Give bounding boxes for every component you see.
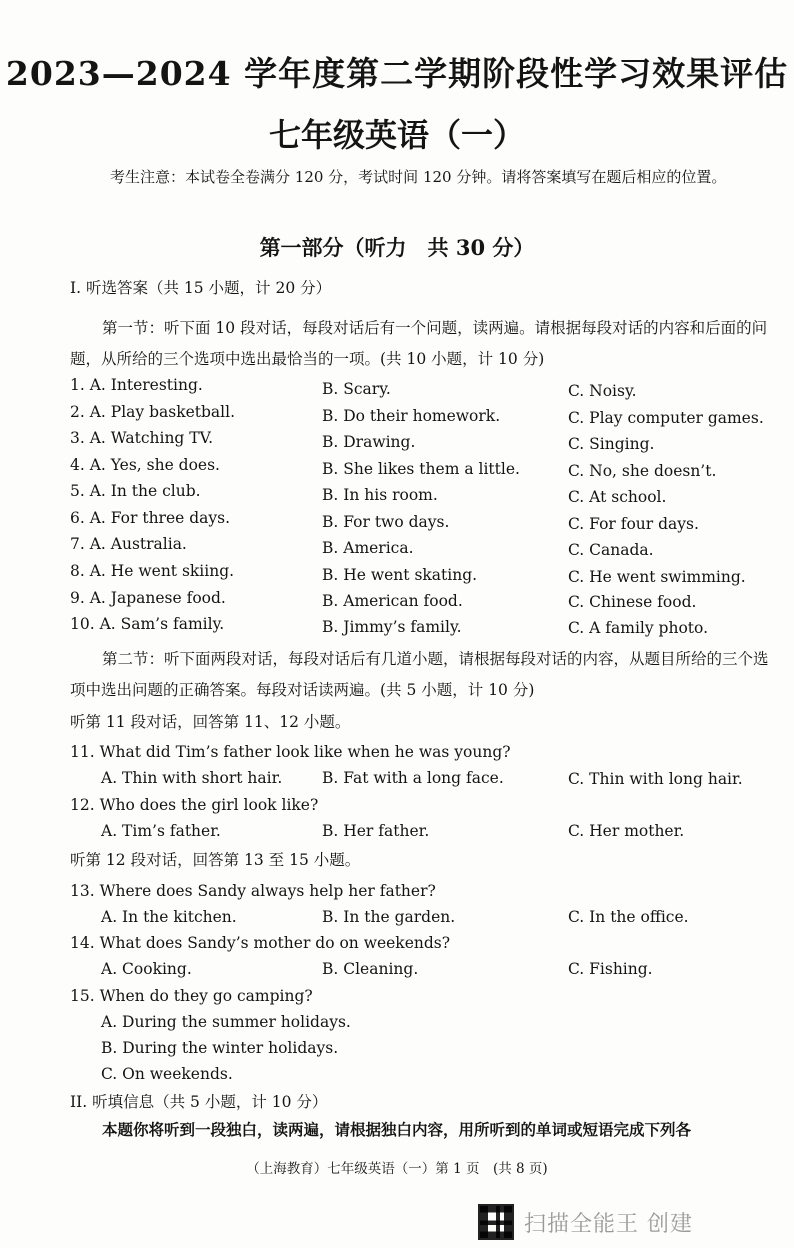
notice-text: 本试卷全卷满分 120 分，考试时间 120 分钟。请将答案填写在题后相应的位置。: [185, 168, 727, 186]
option-b: B. Fat with a long face.: [322, 769, 504, 787]
option-a: 3. A. Watching TV.: [70, 429, 214, 447]
option-c: C. A family photo.: [568, 619, 709, 637]
section2-instruction: 第二节：听下面两段对话，每段对话后有几道小题，请根据每段对话的内容，从题目所给的三个选项中选出问题的正确答案。每段对话读两遍。(共 5 小题，计 10 分): [70, 650, 769, 699]
watermark-text: 扫描全能王 创建: [524, 1211, 693, 1237]
option-b: B. In his room.: [322, 486, 438, 504]
option-c: C. On weekends.: [101, 1065, 233, 1083]
option-b: B. Cleaning.: [322, 960, 419, 978]
option-b: B. Jimmy’s family.: [322, 618, 462, 636]
question-15: 15. When do they go camping?: [70, 987, 313, 1005]
question-13: 13. Where does Sandy always help her father?: [70, 882, 436, 900]
option-a: A. Thin with short hair.: [101, 769, 283, 787]
option-a: A. In the kitchen.: [101, 908, 237, 926]
question-12: 12. Who does the girl look like?: [70, 796, 319, 814]
option-b: B. Drawing.: [322, 433, 416, 451]
section2-text: 本题你将听到一段独白，读两遍，请根据独白内容，用所听到的单词或短语完成下列各: [102, 1120, 692, 1139]
section1-instruction: 第一节：听下面 10 段对话，每段对话后有一个问题，读两遍。请根据每段对话的内容和后面的问题，从所给的三个选项中选出最恰当的一项。(共 10 小题，计 10 分): [70, 319, 768, 368]
option-c: C. Thin with long hair.: [568, 770, 743, 788]
option-b: B. He went skating.: [322, 566, 478, 584]
option-a: 5. A. In the club.: [70, 482, 201, 500]
option-a: 7. A. Australia.: [70, 535, 187, 553]
option-c: C. Canada.: [568, 541, 654, 559]
option-c: C. Her mother.: [568, 822, 685, 840]
question-11: 11. What did Tim’s father look like when he was young?: [70, 743, 511, 761]
scanner-watermark: [478, 1202, 693, 1242]
option-c: C. Fishing.: [568, 960, 653, 978]
exam-subtitle: 七年级英语（一）: [268, 116, 525, 154]
option-c: C. In the office.: [568, 908, 689, 926]
exam-title: 2023—2024 学年度第二学期阶段性学习效果评估: [5, 54, 789, 93]
option-a: A. Tim’s father.: [101, 822, 221, 840]
option-a: A. During the summer holidays.: [101, 1013, 351, 1031]
option-b: B. During the winter holidays.: [101, 1039, 339, 1057]
option-c: C. Noisy.: [568, 382, 637, 400]
option-a: 10. A. Sam’s family.: [70, 615, 225, 633]
question-14: 14. What does Sandy’s mother do on weekends?: [70, 934, 451, 952]
option-c: C. Singing.: [568, 435, 655, 453]
option-a: 6. A. For three days.: [70, 509, 231, 527]
option-c: C. No, she doesn’t.: [568, 462, 717, 480]
option-c: C. Play computer games.: [568, 409, 764, 427]
option-c: C. At school.: [568, 488, 667, 506]
option-b: B. She likes them a little.: [322, 460, 520, 478]
section2-heading: II. 听填信息（共 5 小题，计 10 分）: [70, 1093, 328, 1111]
option-c: C. For four days.: [568, 515, 699, 533]
option-b: B. America.: [322, 539, 414, 557]
part1-title: 第一部分（听力 共 30 分）: [259, 235, 535, 260]
option-a: 4. A. Yes, she does.: [70, 456, 220, 474]
option-a: 8. A. He went skiing.: [70, 562, 235, 580]
option-b: B. Scary.: [322, 380, 391, 398]
option-b: B. American food.: [322, 592, 463, 610]
candidate-notice: [74, 164, 774, 191]
notice-label: 考生注意：: [110, 168, 186, 186]
page-footer: （上海教育）七年级英语（一）第 1 页 (共 8 页): [246, 1161, 548, 1177]
option-b: B. Do their homework.: [322, 407, 501, 425]
option-c: C. Chinese food.: [568, 593, 697, 611]
option-c: C. He went swimming.: [568, 568, 746, 586]
option-a: 9. A. Japanese food.: [70, 589, 226, 607]
dialog11-heading: 听第 11 段对话，回答第 11、12 小题。: [70, 713, 351, 731]
dialog12-heading: 听第 12 段对话，回答第 13 至 15 小题。: [70, 851, 361, 869]
section1-heading: I. 听选答案（共 15 小题，计 20 分）: [70, 279, 332, 297]
option-b: B. In the garden.: [322, 908, 456, 926]
option-a: 2. A. Play basketball.: [70, 403, 235, 421]
option-a: 1. A. Interesting.: [70, 376, 203, 394]
option-b: B. Her father.: [322, 822, 430, 840]
qr-code-icon: [478, 1204, 514, 1240]
option-b: B. For two days.: [322, 513, 450, 531]
option-a: A. Cooking.: [101, 960, 192, 978]
